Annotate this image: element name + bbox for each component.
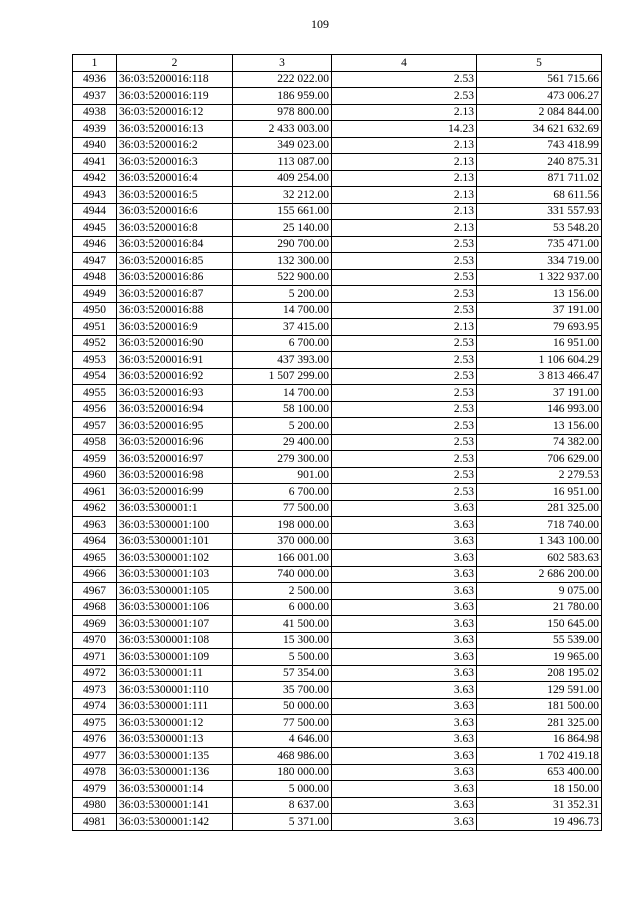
table-cell: 2.53 bbox=[332, 88, 477, 105]
table-cell: 36:03:5300001:141 bbox=[117, 797, 233, 814]
table-cell: 735 471.00 bbox=[477, 236, 602, 253]
table-cell: 4964 bbox=[73, 533, 117, 550]
table-cell: 4956 bbox=[73, 401, 117, 418]
table-cell: 36:03:5300001:111 bbox=[117, 698, 233, 715]
table-cell: 57 354.00 bbox=[233, 665, 332, 682]
table-cell: 36:03:5300001:107 bbox=[117, 616, 233, 633]
table-cell: 1 343 100.00 bbox=[477, 533, 602, 550]
table-cell: 9 075.00 bbox=[477, 583, 602, 600]
table-cell: 155 661.00 bbox=[233, 203, 332, 220]
table-cell: 4936 bbox=[73, 71, 117, 88]
table-row bbox=[73, 71, 602, 88]
table-cell: 21 780.00 bbox=[477, 599, 602, 616]
table-cell: 4972 bbox=[73, 665, 117, 682]
table-cell: 4959 bbox=[73, 451, 117, 468]
table-cell: 4943 bbox=[73, 187, 117, 204]
table-cell: 13 156.00 bbox=[477, 418, 602, 435]
table-cell: 2.53 bbox=[332, 269, 477, 286]
table-row bbox=[73, 484, 602, 501]
table-row bbox=[73, 665, 602, 682]
table-row bbox=[73, 335, 602, 352]
table-cell: 2.13 bbox=[332, 319, 477, 336]
table-cell: 5 371.00 bbox=[233, 814, 332, 831]
table-cell: 113 087.00 bbox=[233, 154, 332, 171]
table-cell: 2.13 bbox=[332, 137, 477, 154]
table-cell: 240 875.31 bbox=[477, 154, 602, 171]
table-cell: 2.53 bbox=[332, 434, 477, 451]
table-row bbox=[73, 269, 602, 286]
table-cell: 4971 bbox=[73, 649, 117, 666]
table-row bbox=[73, 451, 602, 468]
table-cell: 36:03:5200016:88 bbox=[117, 302, 233, 319]
column-header: 4 bbox=[332, 55, 477, 72]
table-cell: 36:03:5200016:94 bbox=[117, 401, 233, 418]
table-cell: 37 191.00 bbox=[477, 302, 602, 319]
table-cell: 36:03:5300001:1 bbox=[117, 500, 233, 517]
table-cell: 29 400.00 bbox=[233, 434, 332, 451]
table-row bbox=[73, 715, 602, 732]
table-cell: 36:03:5300001:108 bbox=[117, 632, 233, 649]
column-header: 3 bbox=[233, 55, 332, 72]
table-cell: 2.53 bbox=[332, 484, 477, 501]
table-cell: 132 300.00 bbox=[233, 253, 332, 270]
table-cell: 3.63 bbox=[332, 599, 477, 616]
table-row bbox=[73, 748, 602, 765]
table-row bbox=[73, 253, 602, 270]
table-cell: 37 415.00 bbox=[233, 319, 332, 336]
table-cell: 4942 bbox=[73, 170, 117, 187]
table-row bbox=[73, 764, 602, 781]
table-cell: 3.63 bbox=[332, 764, 477, 781]
table-row bbox=[73, 385, 602, 402]
table-cell: 36:03:5300001:105 bbox=[117, 583, 233, 600]
table-row bbox=[73, 236, 602, 253]
table-cell: 2.53 bbox=[332, 71, 477, 88]
table-cell: 4962 bbox=[73, 500, 117, 517]
table-cell: 4976 bbox=[73, 731, 117, 748]
table-row bbox=[73, 137, 602, 154]
table-cell: 37 191.00 bbox=[477, 385, 602, 402]
table-cell: 3.63 bbox=[332, 698, 477, 715]
table-cell: 2.13 bbox=[332, 220, 477, 237]
table-cell: 36:03:5200016:13 bbox=[117, 121, 233, 138]
table-cell: 36:03:5200016:98 bbox=[117, 467, 233, 484]
table-cell: 4946 bbox=[73, 236, 117, 253]
table-cell: 150 645.00 bbox=[477, 616, 602, 633]
table-cell: 2 500.00 bbox=[233, 583, 332, 600]
table-cell: 4969 bbox=[73, 616, 117, 633]
table-cell: 36:03:5300001:110 bbox=[117, 682, 233, 699]
table-cell: 36:03:5200016:12 bbox=[117, 104, 233, 121]
table-cell: 36:03:5300001:101 bbox=[117, 533, 233, 550]
table-cell: 4974 bbox=[73, 698, 117, 715]
table-cell: 4941 bbox=[73, 154, 117, 171]
table-cell: 4940 bbox=[73, 137, 117, 154]
table-row bbox=[73, 517, 602, 534]
table-cell: 222 022.00 bbox=[233, 71, 332, 88]
table-row bbox=[73, 583, 602, 600]
table-row bbox=[73, 154, 602, 171]
table-cell: 34 621 632.69 bbox=[477, 121, 602, 138]
table-cell: 13 156.00 bbox=[477, 286, 602, 303]
table-cell: 36:03:5300001:135 bbox=[117, 748, 233, 765]
table-row bbox=[73, 434, 602, 451]
table-cell: 77 500.00 bbox=[233, 500, 332, 517]
table-cell: 36:03:5300001:109 bbox=[117, 649, 233, 666]
table-cell: 3.63 bbox=[332, 715, 477, 732]
table-cell: 25 140.00 bbox=[233, 220, 332, 237]
table-row bbox=[73, 170, 602, 187]
table-cell: 4979 bbox=[73, 781, 117, 798]
table-cell: 2.53 bbox=[332, 385, 477, 402]
table-header-row bbox=[73, 55, 602, 72]
table-cell: 36:03:5200016:2 bbox=[117, 137, 233, 154]
table-cell: 2.53 bbox=[332, 401, 477, 418]
table-cell: 3.63 bbox=[332, 797, 477, 814]
table-row bbox=[73, 368, 602, 385]
table-cell: 740 000.00 bbox=[233, 566, 332, 583]
table-cell: 4970 bbox=[73, 632, 117, 649]
table-cell: 2.53 bbox=[332, 418, 477, 435]
column-header: 1 bbox=[73, 55, 117, 72]
table-row bbox=[73, 814, 602, 831]
table-cell: 2.53 bbox=[332, 352, 477, 369]
table-cell: 58 100.00 bbox=[233, 401, 332, 418]
column-header: 2 bbox=[117, 55, 233, 72]
table-cell: 4953 bbox=[73, 352, 117, 369]
table-cell: 4944 bbox=[73, 203, 117, 220]
table-cell: 68 611.56 bbox=[477, 187, 602, 204]
table-row bbox=[73, 187, 602, 204]
table-cell: 871 711.02 bbox=[477, 170, 602, 187]
table-cell: 50 000.00 bbox=[233, 698, 332, 715]
table-cell: 2.13 bbox=[332, 104, 477, 121]
table-row bbox=[73, 781, 602, 798]
table-cell: 55 539.00 bbox=[477, 632, 602, 649]
table-cell: 4981 bbox=[73, 814, 117, 831]
table-row bbox=[73, 418, 602, 435]
table-cell: 16 951.00 bbox=[477, 335, 602, 352]
table-cell: 2.53 bbox=[332, 451, 477, 468]
table-cell: 3.63 bbox=[332, 814, 477, 831]
table-cell: 36:03:5200016:6 bbox=[117, 203, 233, 220]
table-cell: 4963 bbox=[73, 517, 117, 534]
table-cell: 36:03:5300001:13 bbox=[117, 731, 233, 748]
table-cell: 36:03:5200016:93 bbox=[117, 385, 233, 402]
table-row bbox=[73, 731, 602, 748]
table-cell: 8 637.00 bbox=[233, 797, 332, 814]
table-cell: 4945 bbox=[73, 220, 117, 237]
table-cell: 36:03:5300001:103 bbox=[117, 566, 233, 583]
table-cell: 1 507 299.00 bbox=[233, 368, 332, 385]
table-cell: 36:03:5200016:91 bbox=[117, 352, 233, 369]
table-row bbox=[73, 121, 602, 138]
table-row bbox=[73, 203, 602, 220]
table-cell: 36:03:5200016:9 bbox=[117, 319, 233, 336]
table-cell: 6 700.00 bbox=[233, 335, 332, 352]
table-row bbox=[73, 698, 602, 715]
table-cell: 36:03:5200016:86 bbox=[117, 269, 233, 286]
table-cell: 186 959.00 bbox=[233, 88, 332, 105]
table-cell: 370 000.00 bbox=[233, 533, 332, 550]
table-cell: 4948 bbox=[73, 269, 117, 286]
table-cell: 5 000.00 bbox=[233, 781, 332, 798]
table-cell: 743 418.99 bbox=[477, 137, 602, 154]
table-cell: 4938 bbox=[73, 104, 117, 121]
table-cell: 36:03:5200016:95 bbox=[117, 418, 233, 435]
table-cell: 978 800.00 bbox=[233, 104, 332, 121]
table-cell: 4980 bbox=[73, 797, 117, 814]
data-table bbox=[72, 54, 602, 831]
table-row bbox=[73, 566, 602, 583]
table-cell: 35 700.00 bbox=[233, 682, 332, 699]
table-cell: 4950 bbox=[73, 302, 117, 319]
table-row bbox=[73, 797, 602, 814]
table-cell: 4954 bbox=[73, 368, 117, 385]
table-cell: 3.63 bbox=[332, 731, 477, 748]
table-cell: 4967 bbox=[73, 583, 117, 600]
table-cell: 2.53 bbox=[332, 253, 477, 270]
table-cell: 706 629.00 bbox=[477, 451, 602, 468]
table-cell: 36:03:5200016:92 bbox=[117, 368, 233, 385]
table-cell: 718 740.00 bbox=[477, 517, 602, 534]
table-cell: 36:03:5200016:119 bbox=[117, 88, 233, 105]
table-cell: 1 106 604.29 bbox=[477, 352, 602, 369]
table-cell: 3.63 bbox=[332, 632, 477, 649]
table-cell: 36:03:5200016:5 bbox=[117, 187, 233, 204]
table-cell: 4955 bbox=[73, 385, 117, 402]
table-cell: 53 548.20 bbox=[477, 220, 602, 237]
table-cell: 2.53 bbox=[332, 236, 477, 253]
table-cell: 32 212.00 bbox=[233, 187, 332, 204]
table-cell: 14 700.00 bbox=[233, 302, 332, 319]
table-cell: 146 993.00 bbox=[477, 401, 602, 418]
table-cell: 31 352.31 bbox=[477, 797, 602, 814]
table-cell: 36:03:5200016:99 bbox=[117, 484, 233, 501]
table-cell: 4978 bbox=[73, 764, 117, 781]
table-cell: 5 200.00 bbox=[233, 286, 332, 303]
page-number: 109 bbox=[311, 17, 329, 31]
table-cell: 6 700.00 bbox=[233, 484, 332, 501]
table-cell: 19 965.00 bbox=[477, 649, 602, 666]
table-cell: 77 500.00 bbox=[233, 715, 332, 732]
table-cell: 901.00 bbox=[233, 467, 332, 484]
table-row bbox=[73, 401, 602, 418]
table-cell: 5 500.00 bbox=[233, 649, 332, 666]
table-cell: 3.63 bbox=[332, 682, 477, 699]
table-cell: 473 006.27 bbox=[477, 88, 602, 105]
table-row bbox=[73, 599, 602, 616]
table-row bbox=[73, 88, 602, 105]
table-cell: 4937 bbox=[73, 88, 117, 105]
table-cell: 290 700.00 bbox=[233, 236, 332, 253]
table-cell: 4977 bbox=[73, 748, 117, 765]
table-row bbox=[73, 500, 602, 517]
table-cell: 3.63 bbox=[332, 649, 477, 666]
table-cell: 4 646.00 bbox=[233, 731, 332, 748]
table-cell: 281 325.00 bbox=[477, 715, 602, 732]
table-cell: 3.63 bbox=[332, 533, 477, 550]
table-cell: 14 700.00 bbox=[233, 385, 332, 402]
table-row bbox=[73, 220, 602, 237]
table-cell: 2.13 bbox=[332, 187, 477, 204]
table-cell: 36:03:5200016:118 bbox=[117, 71, 233, 88]
table-cell: 36:03:5200016:3 bbox=[117, 154, 233, 171]
table-cell: 3 813 466.47 bbox=[477, 368, 602, 385]
table-row bbox=[73, 302, 602, 319]
table-row bbox=[73, 649, 602, 666]
table-cell: 1 322 937.00 bbox=[477, 269, 602, 286]
table-cell: 2.53 bbox=[332, 467, 477, 484]
table-cell: 3.63 bbox=[332, 583, 477, 600]
table-cell: 2.13 bbox=[332, 170, 477, 187]
table-cell: 437 393.00 bbox=[233, 352, 332, 369]
table-row bbox=[73, 352, 602, 369]
table-cell: 2.13 bbox=[332, 154, 477, 171]
table-cell: 2 084 844.00 bbox=[477, 104, 602, 121]
table-cell: 180 000.00 bbox=[233, 764, 332, 781]
table-cell: 19 496.73 bbox=[477, 814, 602, 831]
table-row bbox=[73, 632, 602, 649]
table-cell: 14.23 bbox=[332, 121, 477, 138]
table-cell: 166 001.00 bbox=[233, 550, 332, 567]
table-cell: 3.63 bbox=[332, 517, 477, 534]
table-cell: 3.63 bbox=[332, 550, 477, 567]
table-cell: 409 254.00 bbox=[233, 170, 332, 187]
table-cell: 36:03:5200016:96 bbox=[117, 434, 233, 451]
table-cell: 3.63 bbox=[332, 500, 477, 517]
table-cell: 36:03:5200016:97 bbox=[117, 451, 233, 468]
table-cell: 4960 bbox=[73, 467, 117, 484]
table-cell: 4957 bbox=[73, 418, 117, 435]
table-cell: 349 023.00 bbox=[233, 137, 332, 154]
table-row bbox=[73, 286, 602, 303]
table-cell: 36:03:5300001:12 bbox=[117, 715, 233, 732]
table-cell: 4966 bbox=[73, 566, 117, 583]
table-cell: 4939 bbox=[73, 121, 117, 138]
table-cell: 4973 bbox=[73, 682, 117, 699]
table-cell: 41 500.00 bbox=[233, 616, 332, 633]
table-cell: 561 715.66 bbox=[477, 71, 602, 88]
table-cell: 74 382.00 bbox=[477, 434, 602, 451]
table-cell: 522 900.00 bbox=[233, 269, 332, 286]
table-cell: 2.53 bbox=[332, 368, 477, 385]
table-cell: 36:03:5200016:8 bbox=[117, 220, 233, 237]
table-cell: 334 719.00 bbox=[477, 253, 602, 270]
table-cell: 36:03:5300001:142 bbox=[117, 814, 233, 831]
table-row bbox=[73, 682, 602, 699]
table-cell: 4947 bbox=[73, 253, 117, 270]
table-cell: 2 279.53 bbox=[477, 467, 602, 484]
table-cell: 1 702 419.18 bbox=[477, 748, 602, 765]
table-cell: 3.63 bbox=[332, 616, 477, 633]
table-cell: 281 325.00 bbox=[477, 500, 602, 517]
table-cell: 5 200.00 bbox=[233, 418, 332, 435]
table-cell: 4958 bbox=[73, 434, 117, 451]
table-cell: 4949 bbox=[73, 286, 117, 303]
table-cell: 129 591.00 bbox=[477, 682, 602, 699]
table-cell: 198 000.00 bbox=[233, 517, 332, 534]
table-cell: 4961 bbox=[73, 484, 117, 501]
table-row bbox=[73, 467, 602, 484]
table-cell: 279 300.00 bbox=[233, 451, 332, 468]
table-cell: 331 557.93 bbox=[477, 203, 602, 220]
column-header: 5 bbox=[477, 55, 602, 72]
table-cell: 36:03:5200016:84 bbox=[117, 236, 233, 253]
table-cell: 16 864.98 bbox=[477, 731, 602, 748]
table-body bbox=[73, 71, 602, 830]
table-cell: 602 583.63 bbox=[477, 550, 602, 567]
table-cell: 3.63 bbox=[332, 665, 477, 682]
table-cell: 36:03:5200016:85 bbox=[117, 253, 233, 270]
table-cell: 181 500.00 bbox=[477, 698, 602, 715]
table-cell: 15 300.00 bbox=[233, 632, 332, 649]
table-cell: 2 433 003.00 bbox=[233, 121, 332, 138]
table-cell: 4975 bbox=[73, 715, 117, 732]
table-cell: 4965 bbox=[73, 550, 117, 567]
table-row bbox=[73, 616, 602, 633]
table-row bbox=[73, 104, 602, 121]
table-row bbox=[73, 319, 602, 336]
table-cell: 36:03:5300001:106 bbox=[117, 599, 233, 616]
table-cell: 36:03:5300001:100 bbox=[117, 517, 233, 534]
table-cell: 36:03:5200016:90 bbox=[117, 335, 233, 352]
table-row bbox=[73, 550, 602, 567]
table-cell: 36:03:5200016:4 bbox=[117, 170, 233, 187]
table-cell: 18 150.00 bbox=[477, 781, 602, 798]
table-cell: 36:03:5300001:102 bbox=[117, 550, 233, 567]
table-cell: 36:03:5300001:11 bbox=[117, 665, 233, 682]
table-cell: 468 986.00 bbox=[233, 748, 332, 765]
table-cell: 653 400.00 bbox=[477, 764, 602, 781]
table-cell: 2.53 bbox=[332, 335, 477, 352]
table-row bbox=[73, 533, 602, 550]
table-cell: 4968 bbox=[73, 599, 117, 616]
table-cell: 2 686 200.00 bbox=[477, 566, 602, 583]
table-cell: 6 000.00 bbox=[233, 599, 332, 616]
table-cell: 36:03:5300001:136 bbox=[117, 764, 233, 781]
table-cell: 4952 bbox=[73, 335, 117, 352]
table-cell: 16 951.00 bbox=[477, 484, 602, 501]
table-cell: 3.63 bbox=[332, 748, 477, 765]
table-cell: 4951 bbox=[73, 319, 117, 336]
table-cell: 3.63 bbox=[332, 566, 477, 583]
table-cell: 36:03:5200016:87 bbox=[117, 286, 233, 303]
table-cell: 3.63 bbox=[332, 781, 477, 798]
table-cell: 208 195.02 bbox=[477, 665, 602, 682]
table-cell: 36:03:5300001:14 bbox=[117, 781, 233, 798]
table-cell: 2.53 bbox=[332, 302, 477, 319]
table-cell: 2.13 bbox=[332, 203, 477, 220]
table-cell: 79 693.95 bbox=[477, 319, 602, 336]
table-cell: 2.53 bbox=[332, 286, 477, 303]
